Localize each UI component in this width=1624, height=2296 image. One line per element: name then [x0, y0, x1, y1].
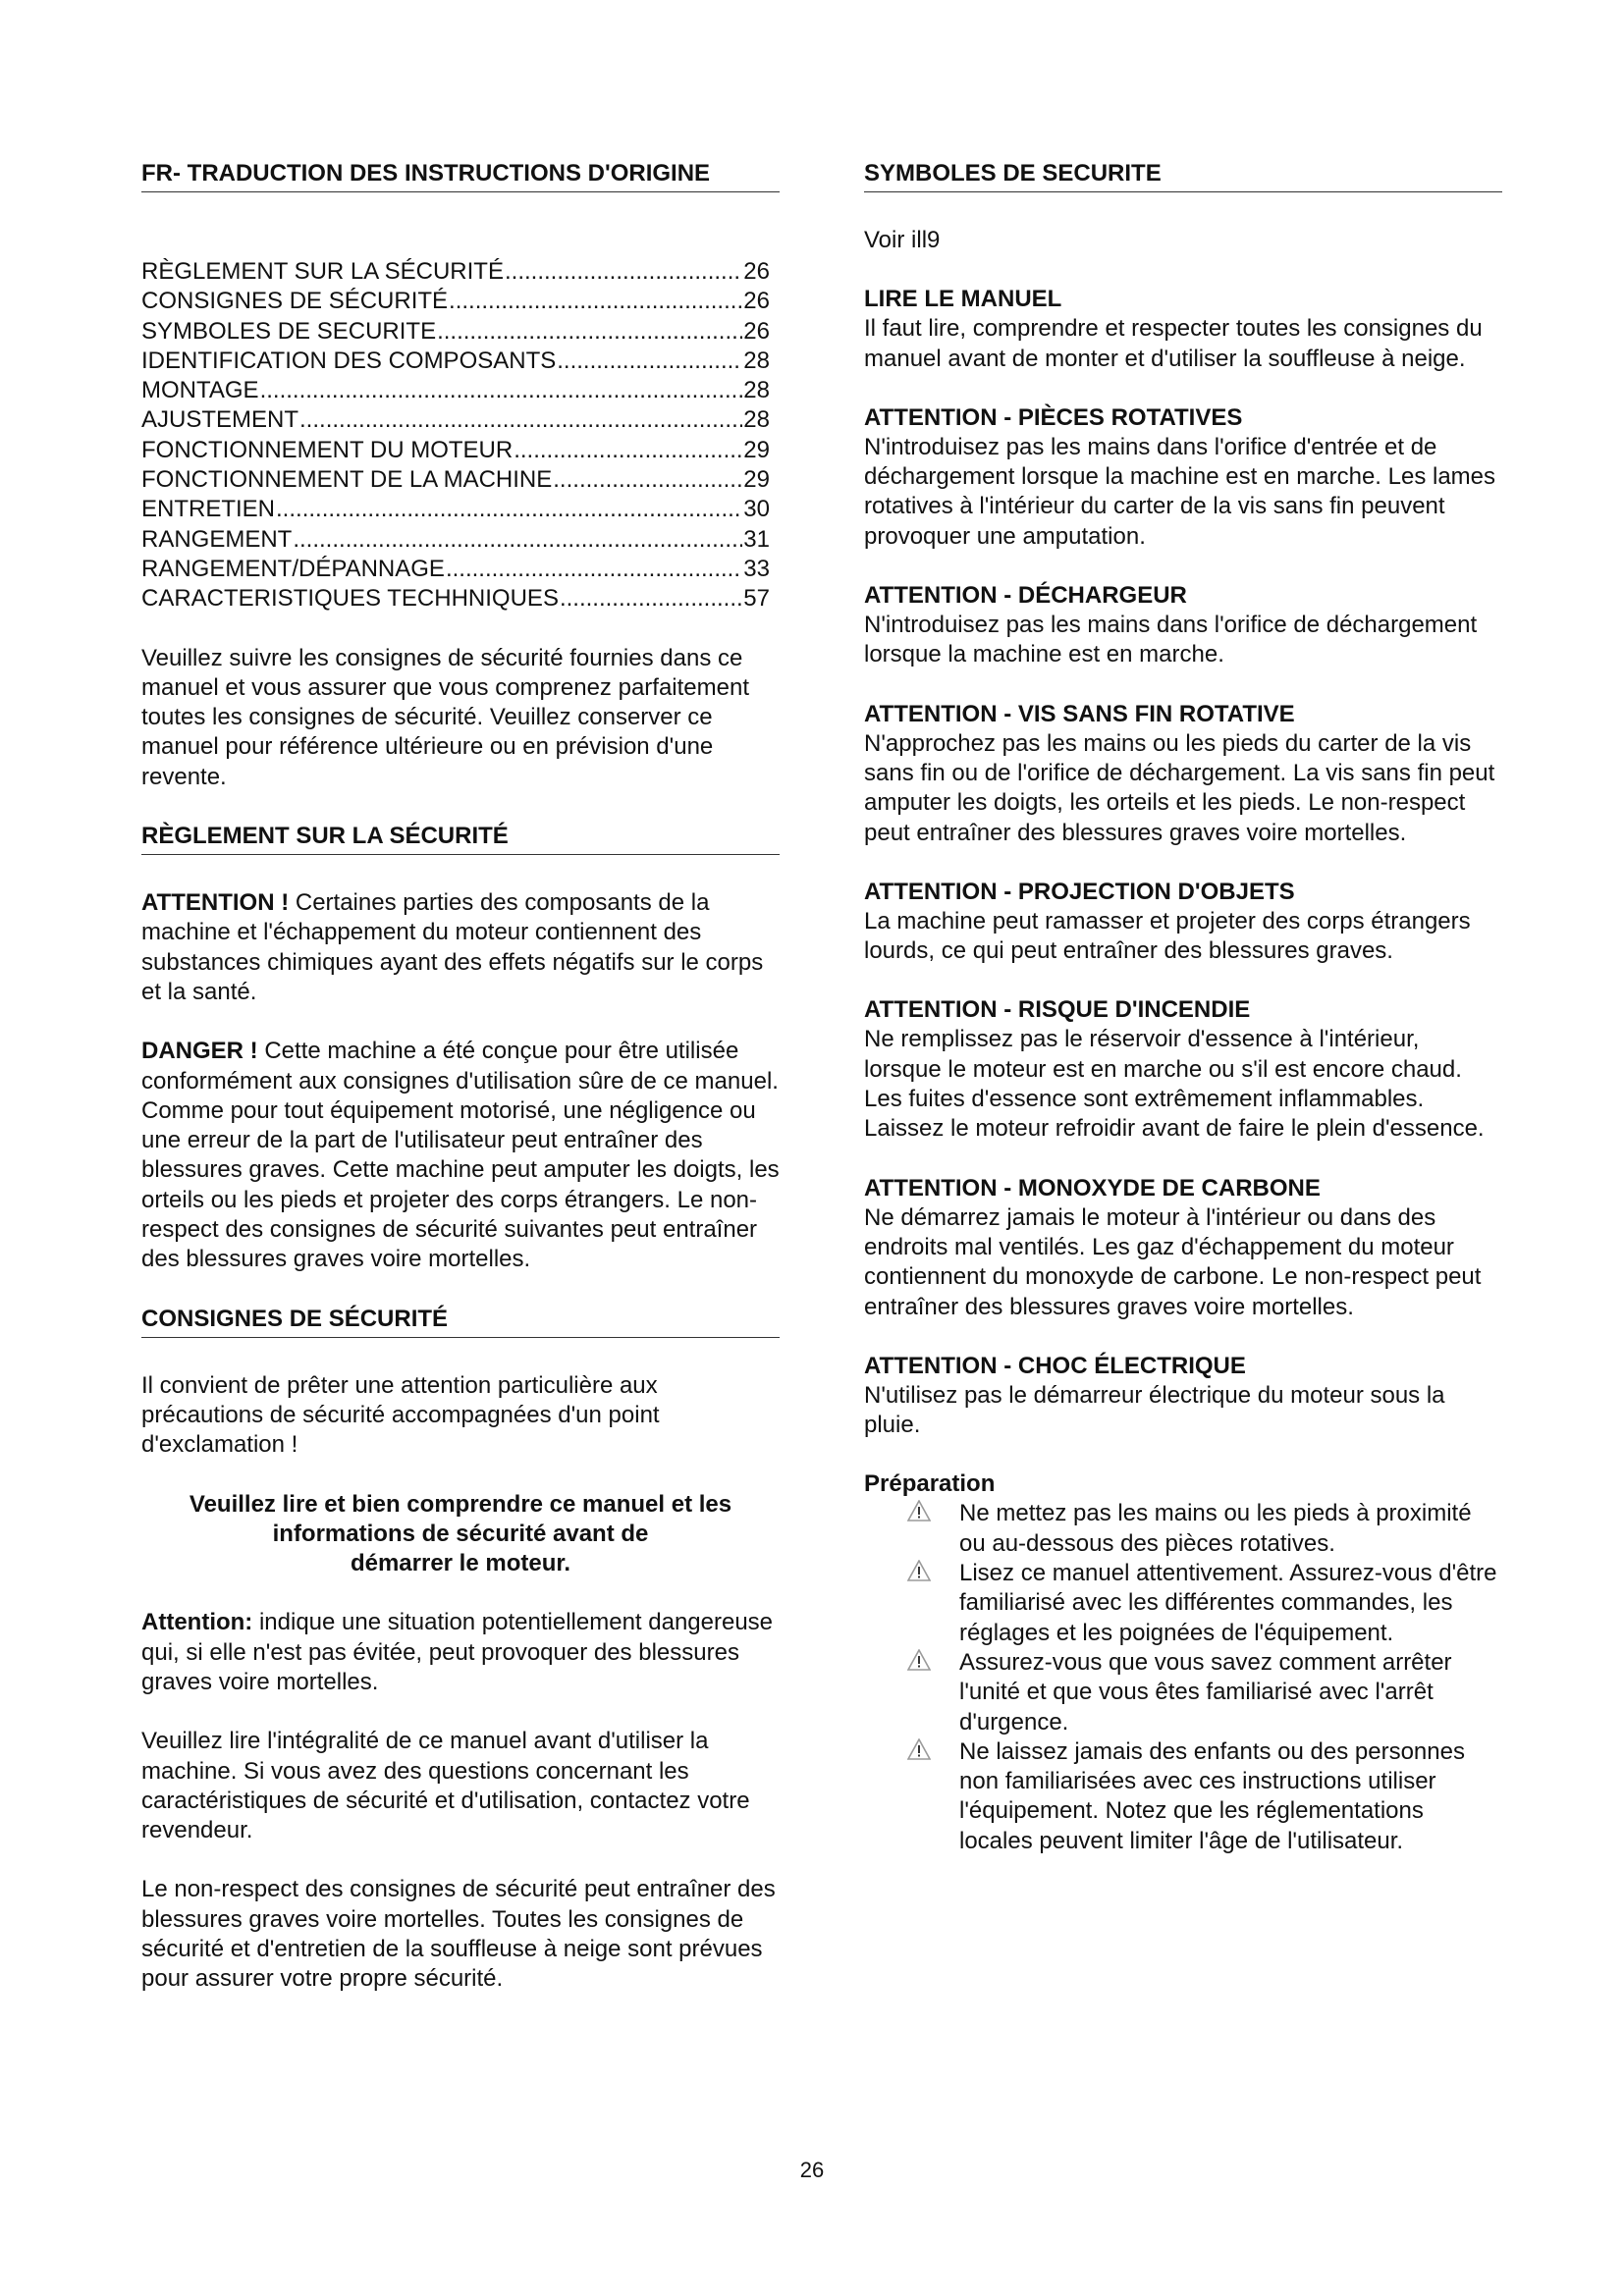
toc-page: 29 [743, 466, 770, 494]
symbol-title: ATTENTION - DÉCHARGEUR [864, 582, 1187, 610]
warning-triangle-icon [907, 1500, 931, 1529]
see-illustration: Voir ill9 [864, 227, 941, 253]
toc-label: FONCTIONNEMENT DU MOTEUR [141, 436, 514, 463]
attention-definition-label: Attention: [141, 1609, 253, 1636]
toc-page: 28 [743, 406, 770, 434]
toc-page: 28 [743, 377, 770, 404]
symbol-title: ATTENTION - CHOC ÉLECTRIQUE [864, 1352, 1246, 1379]
bold-notice [141, 1490, 780, 1579]
toc-row [141, 495, 770, 524]
symbol-text: Il faut lire, comprendre et respecter toutes les consignes du manuel avant de monter et d'utiliser la souffleuse à neige. [864, 315, 1483, 372]
section-heading-consignes: CONSIGNES DE SÉCURITÉ [141, 1305, 780, 1338]
section-heading-reglement: RÈGLEMENT SUR LA SÉCURITÉ [141, 822, 780, 855]
list-item [864, 1737, 1502, 1856]
symbol-text: Ne remplissez pas le réservoir d'essence à l'intérieur, lorsque le moteur est en marche ou s'il est encore chaud. Les fuites d'essence sont extrêmement inflammables. Laissez le moteur refroidir avant de faire le plein d'essence. [864, 1026, 1485, 1143]
toc-label: RANGEMENT/DÉPANNAGE [141, 555, 445, 582]
preparation-title: Préparation [864, 1470, 996, 1498]
attention-definition-text: indique une situation potentiellement dangereuse qui, si elle n'est pas évitée, peut provoquer des blessures graves voire mortelles. [141, 1609, 774, 1695]
non-respect-paragraph: Le non-respect des consignes de sécurité peut entraîner des blessures graves voire mortelles. Toutes les consignes de sécurité et d'entretien de la souffleuse à neige sont prévues pour assurer votre propre sécurité. [141, 1876, 776, 1993]
toc-row [141, 347, 770, 376]
toc-row [141, 317, 770, 347]
toc-row [141, 287, 770, 316]
list-item-text: Ne laissez jamais des enfants ou des personnes non familiarisées avec ces instructions utiliser l'équipement. Notez que les réglementations locales peuvent limiter l'âge de l'utilisateur. [959, 1737, 1465, 1854]
list-item [864, 1648, 1502, 1737]
list-item-text: Lisez ce manuel attentivement. Assurez-vous d'être familiarisé avec les différentes commandes, les réglages et les poignées de l'équipement. [959, 1560, 1497, 1646]
warning-triangle-icon [907, 1649, 931, 1679]
consignes-paragraph: Il convient de prêter une attention particulière aux précautions de sécurité accompagnées d'un point d'exclamation ! [141, 1371, 660, 1459]
attention-definition [141, 1608, 780, 1697]
toc-page: 57 [743, 585, 770, 613]
toc-label: MONTAGE [141, 377, 259, 404]
list-item-text: Ne mettez pas les mains ou les pieds à proximité ou au-dessous des pièces rotatives. [959, 1500, 1472, 1557]
toc-label: ENTRETIEN [141, 496, 276, 523]
symbol-text: N'introduisez pas les mains dans l'orifice d'entrée et de déchargement lorsque la machine est en marche. Les lames rotatives à l'intérieur du carter de la vis sans fin peuvent provoquer une amputation. [864, 433, 1496, 550]
toc-page: 31 [743, 525, 770, 553]
symbol-text: La machine peut ramasser et projeter des corps étrangers lourds, ce qui peut entraîner des blessures graves. [864, 907, 1471, 965]
intro-paragraph: Veuillez suivre les consignes de sécurité fournies dans ce manuel et vous assurer que vous comprenez parfaitement toutes les consignes de sécurité. Veuillez conserver ce manuel pour référence ultérieure ou en prévision d'une revente. [141, 644, 749, 790]
preparation-section [864, 1469, 1502, 1856]
symbol-title: ATTENTION - RISQUE D'INCENDIE [864, 996, 1251, 1024]
symbol-section [864, 878, 1502, 967]
preparation-list [864, 1499, 1502, 1856]
toc-page: 33 [743, 555, 770, 582]
symbol-section [864, 403, 1502, 552]
symbol-text: N'utilisez pas le démarreur électrique du moteur sous la pluie. [864, 1381, 1445, 1439]
symbol-title: LIRE LE MANUEL [864, 286, 1062, 313]
bold-notice-line: informations de sécurité avant de [272, 1520, 649, 1547]
section-heading-symboles: SYMBOLES DE SECURITE [864, 159, 1502, 192]
symbol-section [864, 700, 1502, 848]
toc-page: 26 [743, 317, 770, 345]
danger-paragraph [141, 1037, 780, 1274]
left-column [141, 159, 780, 1995]
toc-label: RANGEMENT [141, 525, 293, 553]
warning-triangle-icon [907, 1560, 931, 1589]
symbol-title: ATTENTION - VIS SANS FIN ROTATIVE [864, 700, 1295, 727]
symbol-section [864, 1352, 1502, 1441]
toc-page: 26 [743, 258, 770, 285]
toc-page: 28 [743, 347, 770, 374]
symbol-section [864, 285, 1502, 374]
toc-row [141, 436, 770, 465]
symbol-section [864, 995, 1502, 1144]
read-manual-paragraph: Veuillez lire l'intégralité de ce manuel avant d'utiliser la machine. Si vous avez des questions concernant les caractéristiques de sécurité et d'utilisation, contactez votre revendeur. [141, 1728, 750, 1844]
toc-title: FR- TRADUCTION DES INSTRUCTIONS D'ORIGINE [141, 159, 780, 192]
danger-label: DANGER ! [141, 1038, 258, 1065]
danger-text: Cette machine a été conçue pour être utilisée conformément aux consignes d'utilisation sûre de ce manuel. Comme pour tout équipement motorisé, une négligence ou une erreur de la part de l'utilisateur peut entraîner des blessures graves. Cette machine peut amputer les doigts, les orteils ou les pieds et projeter des corps étrangers. Le non-respect des consignes de sécurité suivantes peut entraîner des blessures graves voire mortelles. [141, 1038, 780, 1273]
right-column [864, 159, 1502, 1856]
toc-row [141, 584, 770, 614]
toc-row [141, 465, 770, 495]
toc-label: SYMBOLES DE SECURITE [141, 317, 437, 345]
attention-label: ATTENTION ! [141, 889, 290, 917]
symbol-section [864, 1174, 1502, 1322]
toc-row [141, 257, 770, 287]
symbol-title: ATTENTION - MONOXYDE DE CARBONE [864, 1174, 1321, 1201]
list-item [864, 1499, 1502, 1559]
attention-text: Certaines parties des composants de la machine et l'échappement du moteur contiennent des substances chimiques ayant des effets négatifs sur le corps et la santé. [141, 889, 764, 1005]
list-item-text: Assurez-vous que vous savez comment arrêter l'unité et que vous êtes familiarisé avec l'arrêt d'urgence. [959, 1648, 1452, 1735]
toc-row [141, 405, 770, 435]
symbol-text: N'introduisez pas les mains dans l'orifice de déchargement lorsque la machine est en marche. [864, 612, 1478, 668]
toc-label: CARACTERISTIQUES TECHHNIQUES [141, 585, 559, 613]
symbol-title: ATTENTION - PROJECTION D'OBJETS [864, 878, 1295, 905]
toc-page: 30 [743, 496, 770, 523]
toc-page: 26 [743, 288, 770, 315]
table-of-contents [141, 257, 780, 614]
page-number: 26 [799, 2158, 825, 2182]
toc-label: AJUSTEMENT [141, 406, 299, 434]
symbol-section [864, 581, 1502, 670]
toc-label: RÈGLEMENT SUR LA SÉCURITÉ [141, 258, 504, 285]
bold-notice-line: Veuillez lire et bien comprendre ce manuel et les [189, 1490, 732, 1518]
bold-notice-line: démarrer le moteur. [350, 1550, 571, 1577]
symbol-title: ATTENTION - PIÈCES ROTATIVES [864, 403, 1243, 431]
toc-row [141, 525, 770, 555]
toc-page: 29 [743, 436, 770, 463]
symbol-text: N'approchez pas les mains ou les pieds du carter de la vis sans fin ou de l'orifice de déchargement. La vis sans fin peut amputer les doigts, les orteils et les pieds. Le non-respect peut entraîner des blessures graves voire mortelles. [864, 729, 1495, 846]
toc-label: CONSIGNES DE SÉCURITÉ [141, 288, 449, 315]
toc-row [141, 376, 770, 405]
toc-label: IDENTIFICATION DES COMPOSANTS [141, 347, 557, 374]
toc-label: FONCTIONNEMENT DE LA MACHINE [141, 466, 553, 494]
symbol-text: Ne démarrez jamais le moteur à l'intérieur ou dans des endroits mal ventilés. Les gaz d'échappement du moteur contiennent du monoxyde de carbone. Le non-respect peut entraîner des blessures graves voire mortelles. [864, 1203, 1482, 1320]
attention-paragraph [141, 888, 780, 1007]
toc-row [141, 555, 770, 584]
warning-triangle-icon [907, 1738, 931, 1768]
list-item [864, 1559, 1502, 1648]
